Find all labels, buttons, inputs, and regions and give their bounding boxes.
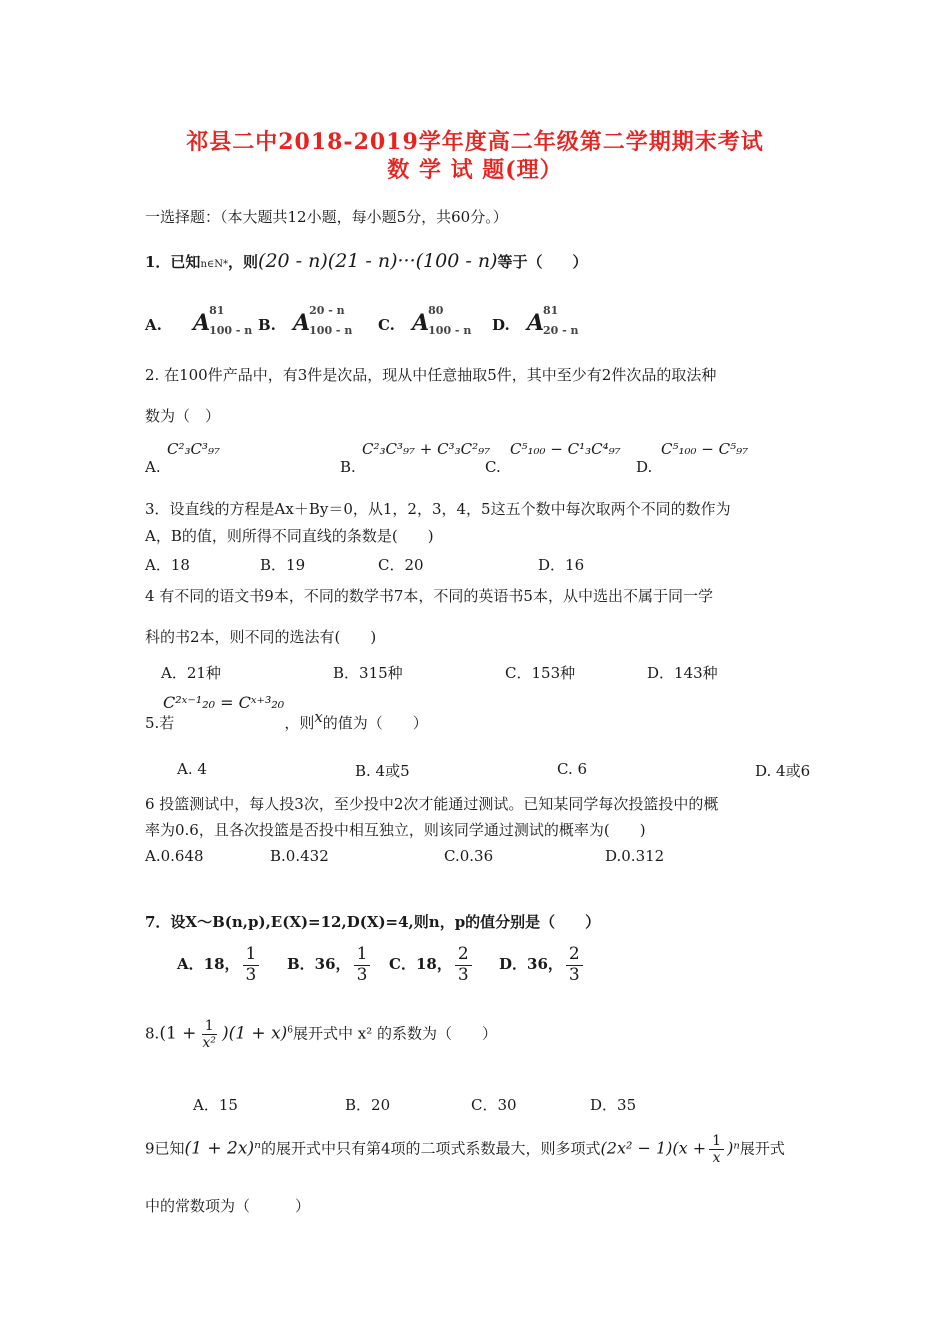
q6-option-b: B.0.432 (270, 847, 329, 865)
q8-option-c: C．30 (471, 1096, 517, 1114)
q5-option-b: B. 4或5 (355, 762, 410, 780)
q1-option-d: D. A 81 20 - n (492, 304, 579, 337)
q1-mid: ，则 (228, 253, 259, 271)
q1-prefix: 1．已知 (145, 253, 201, 271)
question-7: 7．设X～B(n,p),E(X)=12,D(X)=4,则n，p的值分别是（ ） (145, 913, 601, 931)
q8-option-d: D．35 (590, 1096, 637, 1114)
question-2-line2: 数为（ ） (145, 407, 221, 425)
q5-option-c: C. 6 (557, 760, 588, 778)
question-8: 8.(1 + $\frac{1}{\text{x²}}$ )$(1 + x)^6$展开式中 x² 的系数为（ ） (145, 1018, 498, 1052)
q7-option-d: D．36， $\frac{2}{3}$ (499, 945, 586, 985)
q7-option-a: A．18， $\frac{1}{3}$ (177, 945, 262, 985)
q1-condition: n∈N* (200, 259, 229, 270)
q1-option-c: C. A 80 100 - n (378, 304, 472, 337)
q5-option-d: D. 4或6 (755, 762, 811, 780)
question-2-line1: 2. 在100件产品中，有3件是次品，现从中任意抽取5件，其中至少有2件次品的取法种 (145, 366, 717, 384)
q7-option-b: B．36， $\frac{1}{3}$ (287, 945, 373, 985)
q3-option-c: C．20 (378, 556, 424, 574)
q4-option-c: C．153种 (505, 664, 576, 682)
q2-option-b: C²₃C³₉₇ + C³₃C²₉₇ B. (340, 440, 491, 476)
q8-option-b: B．20 (345, 1096, 391, 1114)
question-5: 5.若 ，则x的值为（ ） (145, 708, 428, 732)
question-4-line2: 科的书2本，则不同的选法有( ) (145, 628, 377, 646)
q1-expression: (20 - n)(21 - n)···(100 - n) (258, 250, 498, 272)
section-heading: 一选择题：（本大题共12小题，每小题5分，共60分。） (145, 208, 508, 226)
q7-option-c: C．18， $\frac{2}{3}$ (389, 945, 475, 985)
q2-option-a: C²₃C³₉₇ A. (145, 440, 221, 476)
question-1 (145, 250, 587, 272)
question-9-line2: 中的常数项为（ ） (145, 1197, 311, 1215)
q6-option-d: D.0.312 (605, 847, 665, 865)
q2-option-c: C⁵₁₀₀ − C¹₃C⁴₉₇ C. (485, 440, 621, 476)
q2-option-d: C⁵₁₀₀ − C⁵₉₇ D. (636, 440, 749, 476)
question-6-line2: 率为0.6，且各次投篮是否投中相互独立，则该同学通过测试的概率为( ) (145, 821, 646, 839)
q3-option-b: B．19 (260, 556, 306, 574)
q1-suffix: 等于（ ） (497, 253, 588, 271)
q3-option-d: D．16 (538, 556, 585, 574)
q4-option-d: D．143种 (647, 664, 718, 682)
exam-title: 祁县二中2018-2019学年度高二年级第二学期期末考试 (186, 129, 764, 155)
q8-option-a: A．15 (193, 1096, 238, 1114)
q1-option-a: A. A 81 100 - n (145, 304, 253, 337)
q6-option-a: A.0.648 (145, 847, 204, 865)
question-3-line1: 3．设直线的方程是Ax＋By＝0，从1，2，3，4，5这五个数中每次取两个不同的数作为 (145, 500, 731, 518)
exam-subtitle: 数 学 试 题(理） (387, 157, 563, 183)
question-3-line2: A，B的值，则所得不同直线的条数是( ) (145, 527, 434, 545)
q4-option-a: A．21种 (161, 664, 221, 682)
q1-option-b: B. A 20 - n 100 - n (258, 304, 353, 337)
q6-option-c: C.0.36 (444, 847, 494, 865)
q5-option-a: A. 4 (177, 760, 207, 778)
q3-option-a: A．18 (145, 556, 190, 574)
question-6-line1: 6 投篮测试中，每人投3次，至少投中2次才能通过测试。已知某同学每次投篮投中的概 (145, 795, 719, 813)
q4-option-b: B．315种 (333, 664, 403, 682)
question-4-line1: 4 有不同的语文书9本，不同的数学书7本，不同的英语书5本，从中选出不属于同一学 (145, 587, 713, 605)
question-9-line1: 9已知(1 + 2x)ⁿ的展开式中只有第4项的二项式系数最大，则多项式(2x² − 1)(x + $\frac{1}{x}$ )ⁿ展开式 (145, 1133, 785, 1167)
q5-equation: C²ˣ⁻¹₂₀ = Cˣ⁺³₂₀ (163, 693, 285, 712)
